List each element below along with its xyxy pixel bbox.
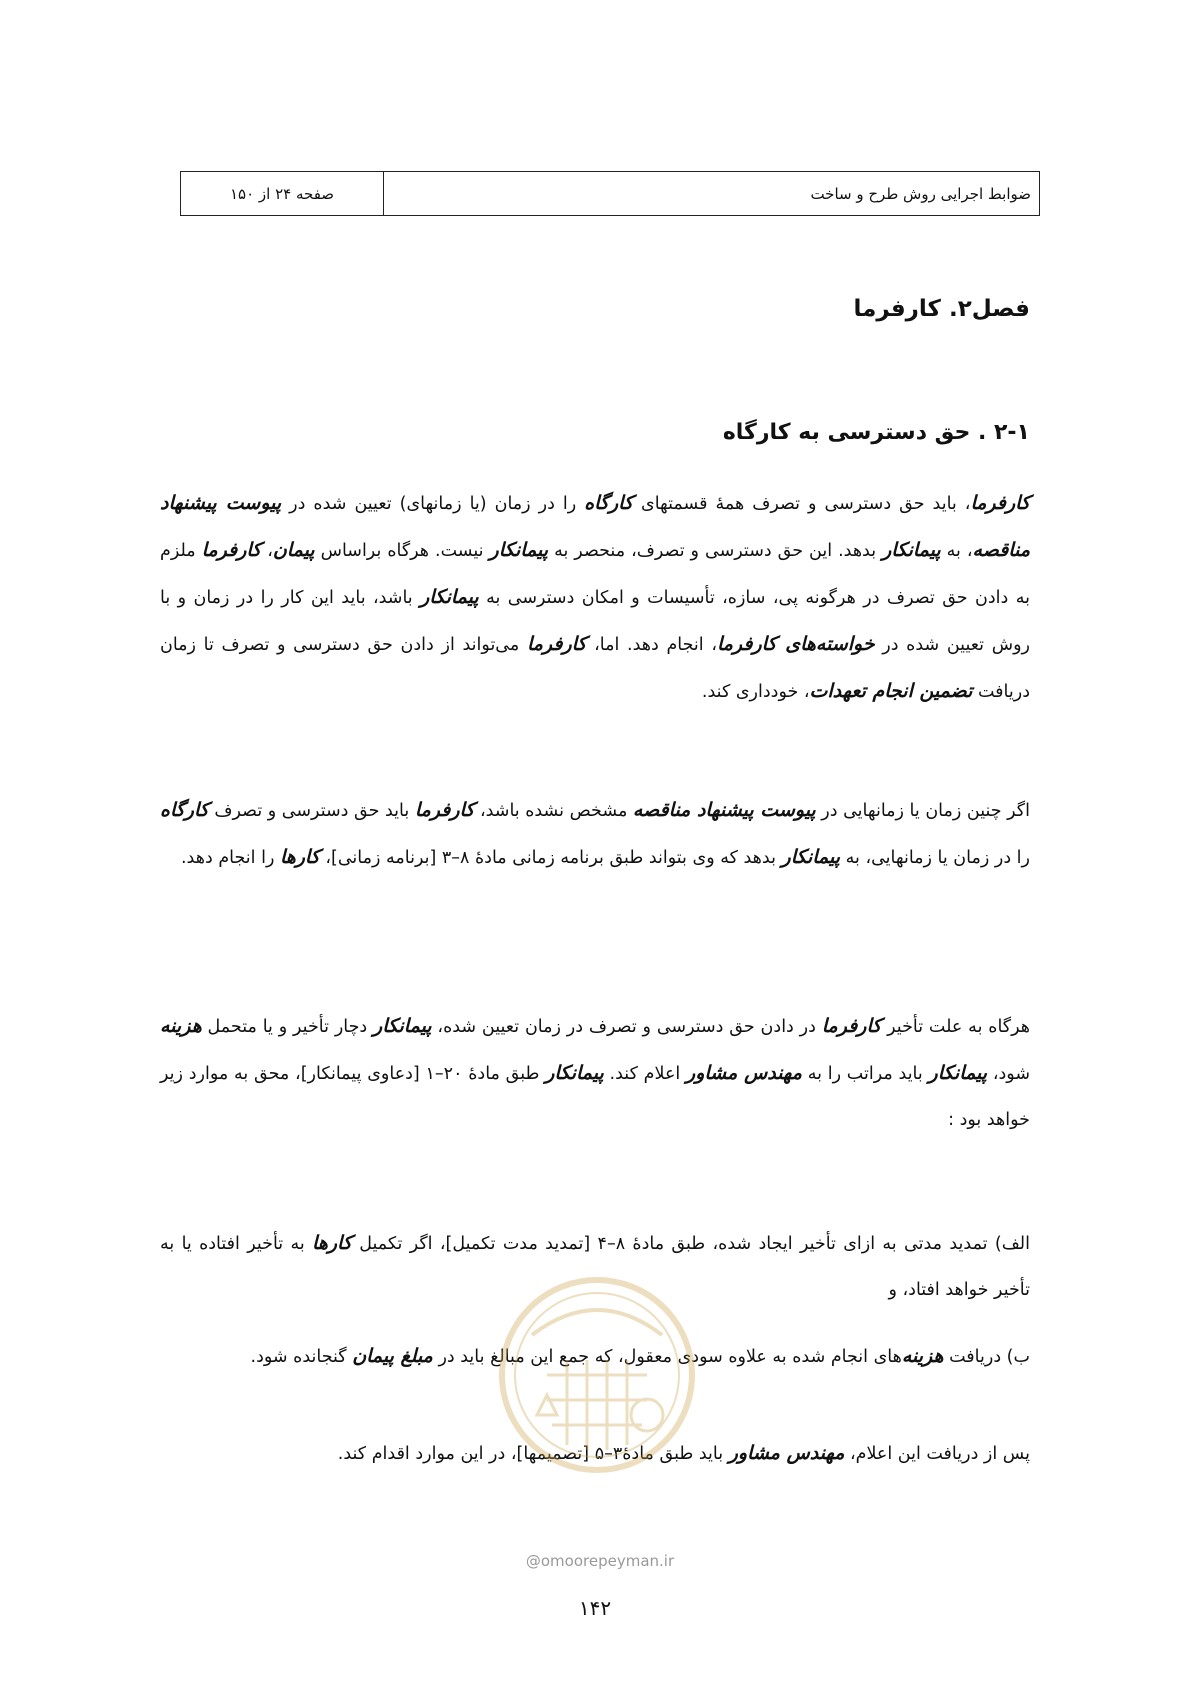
watermark-logo bbox=[492, 1265, 702, 1515]
term: پیمانکار bbox=[420, 586, 479, 608]
text-run: دچار تأخیر و یا متحمل bbox=[201, 1017, 374, 1037]
term: پیمانکار bbox=[545, 1062, 604, 1084]
term: پیوست پیشنهاد مناقصه bbox=[160, 492, 1030, 561]
term: مهندس مشاور bbox=[686, 1062, 802, 1084]
term: پیمانکار bbox=[781, 846, 841, 868]
chapter-title: فصل۲. کارفرما bbox=[853, 296, 1030, 322]
term: مبلغ پیمان bbox=[352, 1345, 433, 1367]
text-run: باید مراتب را به bbox=[801, 1064, 929, 1084]
page-header bbox=[180, 171, 1040, 216]
watermark-text: @omoorepeyman.ir bbox=[525, 1552, 675, 1570]
section-title: ۲-۱ . حق دسترسی به کارگاه bbox=[722, 420, 1030, 445]
paragraph-3 bbox=[160, 1003, 1030, 1143]
text-run: بدهد. این حق دسترسی و تصرف، منحصر به bbox=[548, 541, 883, 561]
text-run: ‌های انجام شده به علاوه سودی معقول، که جمع این مبالغ باید در bbox=[432, 1347, 902, 1367]
text-run: شود، bbox=[987, 1064, 1030, 1084]
term: کارفرما bbox=[970, 492, 1030, 514]
text-run: ، خودداری کند. bbox=[701, 682, 810, 702]
text-run: هرگاه به علت تأخیر bbox=[881, 1017, 1030, 1037]
header-page-info: صفحه ۲۴ از ۱۵۰ bbox=[181, 172, 384, 215]
text-run: مشخص نشده باشد، bbox=[474, 801, 633, 821]
text-run: پس از دریافت این اعلام، bbox=[844, 1444, 1030, 1464]
term: پیمانکار bbox=[928, 1062, 988, 1084]
paragraph-2 bbox=[160, 787, 1030, 881]
paragraph-1 bbox=[160, 480, 1030, 715]
text-run: ، باید حق دسترسی و تصرف همهٔ قسمتهای bbox=[633, 494, 971, 514]
term: هزینه bbox=[160, 1015, 202, 1037]
text-run: به تأخیر افتاده یا به تأخیر خواهد افتاد، و bbox=[160, 1234, 1030, 1300]
term: پیمانکار bbox=[882, 539, 941, 561]
text-run: ب) دریافت bbox=[943, 1347, 1030, 1367]
text-run: اگر چنین زمان یا زمانهایی در bbox=[815, 801, 1031, 821]
text-run: باید طبق مادهٔ۳–۵ [تصمیمها]، در این موارد اقدام کند. bbox=[337, 1444, 729, 1464]
text-run: ، به bbox=[940, 541, 973, 561]
text-run: الف) تمدید مدتی به ازای تأخیر ایجاد شده، طبق مادهٔ ۸–۴ [تمدید مدت تکمیل]، اگر تکمیل bbox=[351, 1234, 1031, 1254]
term: پیمان bbox=[272, 539, 315, 561]
text-run: را در زمان (یا زمانهای) تعیین شده در bbox=[281, 494, 585, 514]
term: کارفرما bbox=[201, 539, 262, 561]
header-title: ضوابط اجرایی روش طرح و ساخت bbox=[810, 184, 1031, 203]
text-run: در دادن حق دسترسی و تصرف در زمان تعیین شده، bbox=[431, 1017, 822, 1037]
text-run: باشد، باید این کار را در زمان و با روش تعیین شده در bbox=[160, 588, 1030, 655]
term: پیمانکار bbox=[373, 1015, 432, 1037]
term: کارفرما bbox=[526, 633, 587, 655]
text-run: ، انجام دهد. اما، bbox=[586, 635, 717, 655]
text-run: را انجام دهد. bbox=[180, 848, 280, 868]
term: پیمانکار bbox=[489, 539, 549, 561]
term: کارگاه bbox=[584, 492, 633, 514]
term: مهندس مشاور bbox=[728, 1442, 845, 1464]
text-run: می‌تواند از دادن حق دسترسی و تصرف تا زمان دریافت bbox=[160, 635, 1030, 702]
term: کارها bbox=[279, 846, 320, 868]
text-run: باید حق دسترسی و تصرف bbox=[208, 801, 415, 821]
text-run: ملزم به دادن حق تصرف در هرگونه پی، سازه، تأسیسات و امکان دسترسی به bbox=[160, 541, 1030, 608]
text-run: بدهد که وی بتواند طبق برنامه زمانی مادهٔ ۸–۳ [برنامه زمانی]، bbox=[319, 848, 782, 868]
term: تضمین انجام تعهدات bbox=[809, 680, 973, 702]
text-run: نیست. هرگاه براساس bbox=[314, 541, 490, 561]
page-number: ۱۴۲ bbox=[578, 1596, 612, 1620]
text-run: اعلام کند. bbox=[603, 1064, 687, 1084]
term: کارگاه bbox=[160, 799, 209, 821]
term: کارفرما bbox=[821, 1015, 882, 1037]
term: هزینه bbox=[901, 1345, 944, 1367]
term: پیوست پیشنهاد مناقصه bbox=[632, 799, 816, 821]
text-run: گنجانده شود. bbox=[250, 1347, 353, 1367]
term: کارها bbox=[312, 1232, 352, 1254]
text-run: ، bbox=[261, 541, 273, 561]
text-run: طبق مادهٔ ۲۰–۱ [دعاوی پیمانکار]، محق به موارد زیر خواهد بود : bbox=[160, 1064, 1030, 1130]
text-run: را در زمان یا زمانهایی، به bbox=[840, 848, 1030, 868]
term: خواسته‌های کارفرما bbox=[716, 633, 875, 655]
term: کارفرما bbox=[414, 799, 475, 821]
